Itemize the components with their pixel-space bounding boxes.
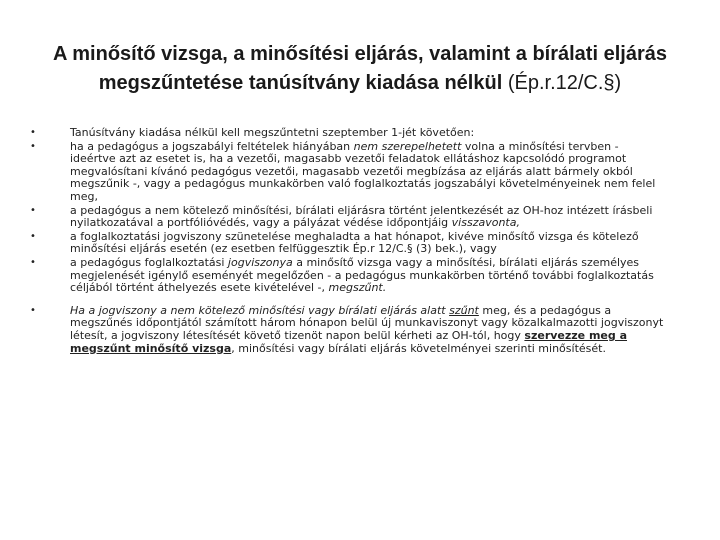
item-italic-text: megszűnt.: [328, 281, 387, 295]
item-italic-text: jogviszonya: [227, 255, 293, 269]
item-text: a minősítő vizsga vagy a minősítési, bírálati eljárás személyes megjelenését igénylő eseményét megelőzően - a pedagógus munkakörben történő további foglalkoztatás céljából történt áthelyezés esete kivételével -,: [70, 255, 654, 295]
item-text: a foglalkoztatási jogviszony szünetelése meghaladta a hat hónapot, kivéve minősítő vizsga és kötelező minősítési eljárás esetén (ez esetben felfüggesztik Ép.r 12/C.§ (3) bek.), vagy: [70, 229, 639, 256]
list-item: [30, 229, 666, 256]
item-text: a pedagógus foglalkoztatási: [70, 255, 228, 269]
bullet-icon: •: [30, 127, 36, 138]
item-text: meg, és a pedagógus a megszűnés időpontjától számított három hónapon belül új munkaviszonyt vagy közalkalmazotti jogviszonyt létesít, a jogviszony létesítését követő tizenöt napon belül kérheti az OH-tól, hogy: [70, 303, 664, 342]
item-emphasis-text: szervezze meg a megszűnt minősítő vizsga: [70, 328, 628, 355]
title-main: A minősítő vizsga, a minősítési eljárás, valamint a bírálati eljárás megszűntetése tanúsítvány kiadása nélkül: [53, 43, 667, 94]
bullet-icon: •: [30, 140, 36, 152]
title-reference: (Ép.r.12/C.§): [507, 72, 622, 94]
bullet-icon: •: [30, 230, 36, 242]
item-text: a pedagógus a nem kötelező minősítési, bírálati eljárásra történt jelentkezését az OH-hoz intézett írásbeli nyilatkozatával a portfólióvédés, vagy a pályázat védése időpontjáig: [70, 203, 653, 230]
item-text: Tanúsítvány kiadása nélkül kell megszűntetni szeptember 1-jét követően:: [70, 126, 475, 139]
item-italic-text: nem szerepelhetett: [353, 139, 462, 153]
bullet-icon: •: [30, 204, 36, 216]
bullet-icon: •: [30, 304, 36, 316]
item-underlined-text: szűnt: [449, 303, 479, 317]
bullet-icon: •: [30, 256, 36, 268]
item-italic-text: visszavonta,: [451, 216, 520, 230]
item-text: volna a minősítési tervben - ideértve azt az esetet is, ha a vezetői, magasabb vezetői feladatok ellátáshoz kapcsolódó programot megvalósítani kívánó pedagógus vezetői, magasabb vezetői megbízása az eljárás alatt bármely okból megszűnik -, vagy a pedagógus munkakörben való foglalkoztatás jogszabályi követelményeinek nem felel meg,: [70, 139, 656, 203]
list-item: [30, 255, 666, 295]
list-item: [30, 139, 666, 204]
list-item: [30, 126, 666, 140]
item-text: , minősítési vagy bírálati eljárás követelményei szerinti minősítését.: [231, 341, 606, 355]
bullet-list: [0, 127, 720, 356]
list-item: [30, 303, 666, 355]
slide-title: [30, 40, 690, 98]
item-text: ha a pedagógus a jogszabályi feltételek hiányában: [70, 139, 354, 153]
item-italic-text: Ha a jogviszony a nem kötelező minősítési vagy bírálati eljárás alatt: [70, 303, 450, 317]
list-item: [30, 203, 666, 230]
